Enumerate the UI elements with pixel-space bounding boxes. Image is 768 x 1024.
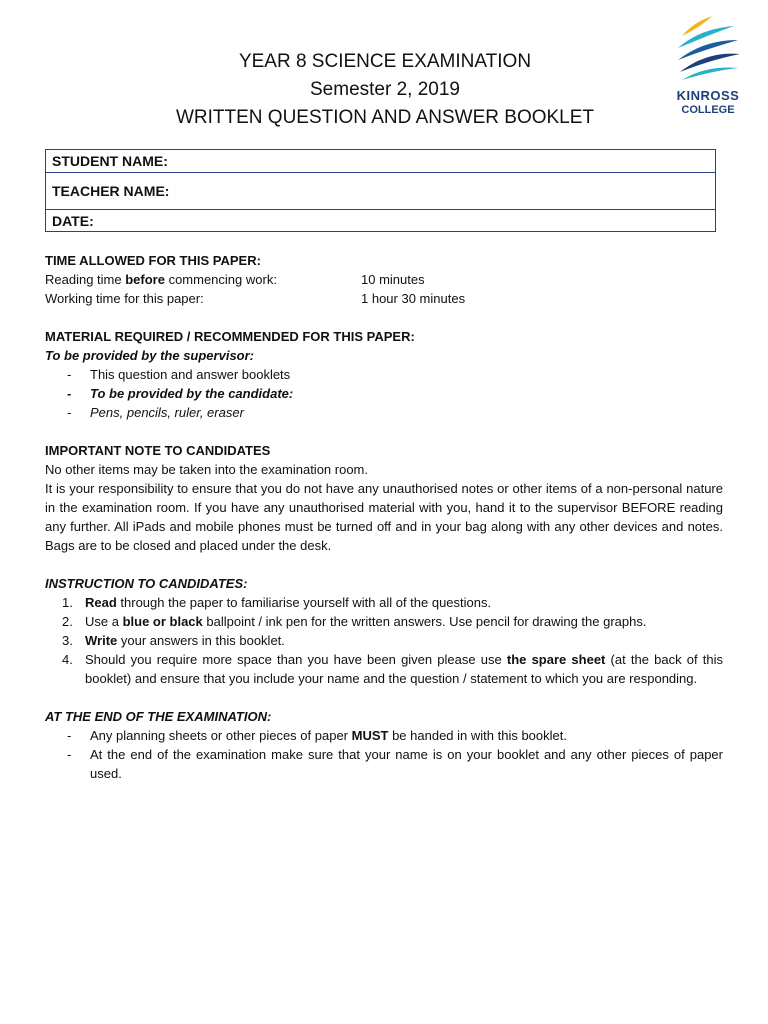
instructions-content bbox=[45, 251, 723, 783]
instruction-text: (at the back of this booklet) and ensure that you include your name and the question / statement to which you are responding. bbox=[85, 652, 723, 686]
instructions-heading: INSTRUCTION TO CANDIDATES: bbox=[45, 576, 248, 591]
date-label: DATE: bbox=[52, 212, 94, 229]
wave-logo-icon bbox=[668, 14, 748, 86]
exam-title: YEAR 8 SCIENCE EXAMINATION bbox=[238, 51, 532, 72]
student-details-box bbox=[45, 149, 716, 232]
list-item: 4. Should you require more space than you have been given please use the spare sheet (at the back of this booklet) and ensure that you include your name and the question / statement to which you are responding. bbox=[62, 652, 723, 686]
exam-booklet-title: WRITTEN QUESTION AND ANSWER BOOKLET bbox=[175, 107, 595, 128]
date-field[interactable] bbox=[46, 210, 715, 231]
reading-time-row bbox=[45, 270, 723, 289]
instruction-text: your answers in this booklet. bbox=[117, 633, 285, 648]
instruction-bold: the spare sheet bbox=[506, 652, 606, 667]
list-item: 1. Read through the paper to familiarise yourself with all of the questions. bbox=[62, 595, 492, 610]
material-list bbox=[45, 365, 723, 422]
end-text: Any planning sheets or other pieces of paper bbox=[90, 728, 352, 743]
instruction-text: through the paper to familiarise yourself with all of the questions. bbox=[116, 595, 492, 610]
title-block bbox=[150, 48, 620, 132]
important-note-heading: IMPORTANT NOTE TO CANDIDATES bbox=[45, 443, 271, 458]
student-name-label: STUDENT NAME: bbox=[52, 153, 168, 169]
list-item: 2. Use a blue or black ballpoint / ink pen for the written answers. Use pencil for drawing the graphs. bbox=[62, 614, 647, 629]
college-logo bbox=[668, 14, 748, 124]
note-line: No other items may be taken into the examination room. bbox=[45, 462, 368, 477]
list-item: - At the end of the examination make sure that your name is on your booklet and any other pieces of paper used. bbox=[45, 745, 723, 783]
working-time-label: Working time for this paper: bbox=[45, 291, 204, 306]
logo-text-college: COLLEGE bbox=[681, 104, 735, 116]
candidate-provided-heading: - To be provided by the candidate: bbox=[45, 384, 723, 403]
logo-text-kinross: KINROSS bbox=[676, 88, 740, 103]
material-heading: MATERIAL REQUIRED / RECOMMENDED FOR THIS PAPER: bbox=[45, 329, 415, 344]
reading-time-suffix: commencing work: bbox=[164, 272, 277, 287]
reading-time-text: Reading time bbox=[45, 272, 126, 287]
time-heading: TIME ALLOWED FOR THIS PAPER: bbox=[45, 253, 261, 268]
instruction-bold: Read bbox=[85, 595, 117, 610]
reading-time-value: 10 minutes bbox=[361, 272, 425, 287]
list-item: - Pens, pencils, ruler, eraser bbox=[45, 403, 723, 422]
note-paragraph: It is your responsibility to ensure that you do not have any unauthorised notes or other items of a non-personal nature in the examination room. If you have any unauthorised material with you, hand it to the supervisor BEFORE reading any further. All iPads and mobile phones must be turned off and in your bag along with any other devices and notes. Bags are to be closed and placed under the desk. bbox=[45, 481, 723, 553]
end-of-exam-heading: AT THE END OF THE EXAMINATION: bbox=[45, 709, 272, 724]
instructions-list bbox=[45, 593, 723, 688]
supervisor-provided-heading: To be provided by the supervisor: bbox=[45, 348, 254, 363]
end-bold: MUST bbox=[351, 728, 389, 743]
list-item: - This question and answer booklets bbox=[45, 365, 723, 384]
list-item: 3. Write your answers in this booklet. bbox=[62, 633, 285, 648]
instruction-bold: Write bbox=[85, 633, 118, 648]
teacher-name-field[interactable] bbox=[46, 173, 715, 210]
instruction-text: Use a bbox=[85, 614, 123, 629]
working-time-row bbox=[45, 289, 723, 308]
end-of-exam-list bbox=[45, 726, 723, 783]
working-time-value: 1 hour 30 minutes bbox=[361, 291, 466, 306]
reading-time-label bbox=[45, 270, 361, 289]
reading-time-before: before bbox=[125, 272, 165, 287]
end-text: be handed in with this booklet. bbox=[388, 728, 567, 743]
teacher-name-label: TEACHER NAME: bbox=[52, 183, 170, 199]
instruction-text: Should you require more space than you have been given please use bbox=[85, 652, 507, 667]
student-name-field[interactable] bbox=[46, 150, 715, 173]
exam-semester: Semester 2, 2019 bbox=[310, 79, 460, 100]
list-item bbox=[45, 726, 723, 745]
instruction-text: ballpoint / ink pen for the written answers. Use pencil for drawing the graphs. bbox=[202, 614, 647, 629]
instruction-bold: blue or black bbox=[122, 614, 203, 629]
